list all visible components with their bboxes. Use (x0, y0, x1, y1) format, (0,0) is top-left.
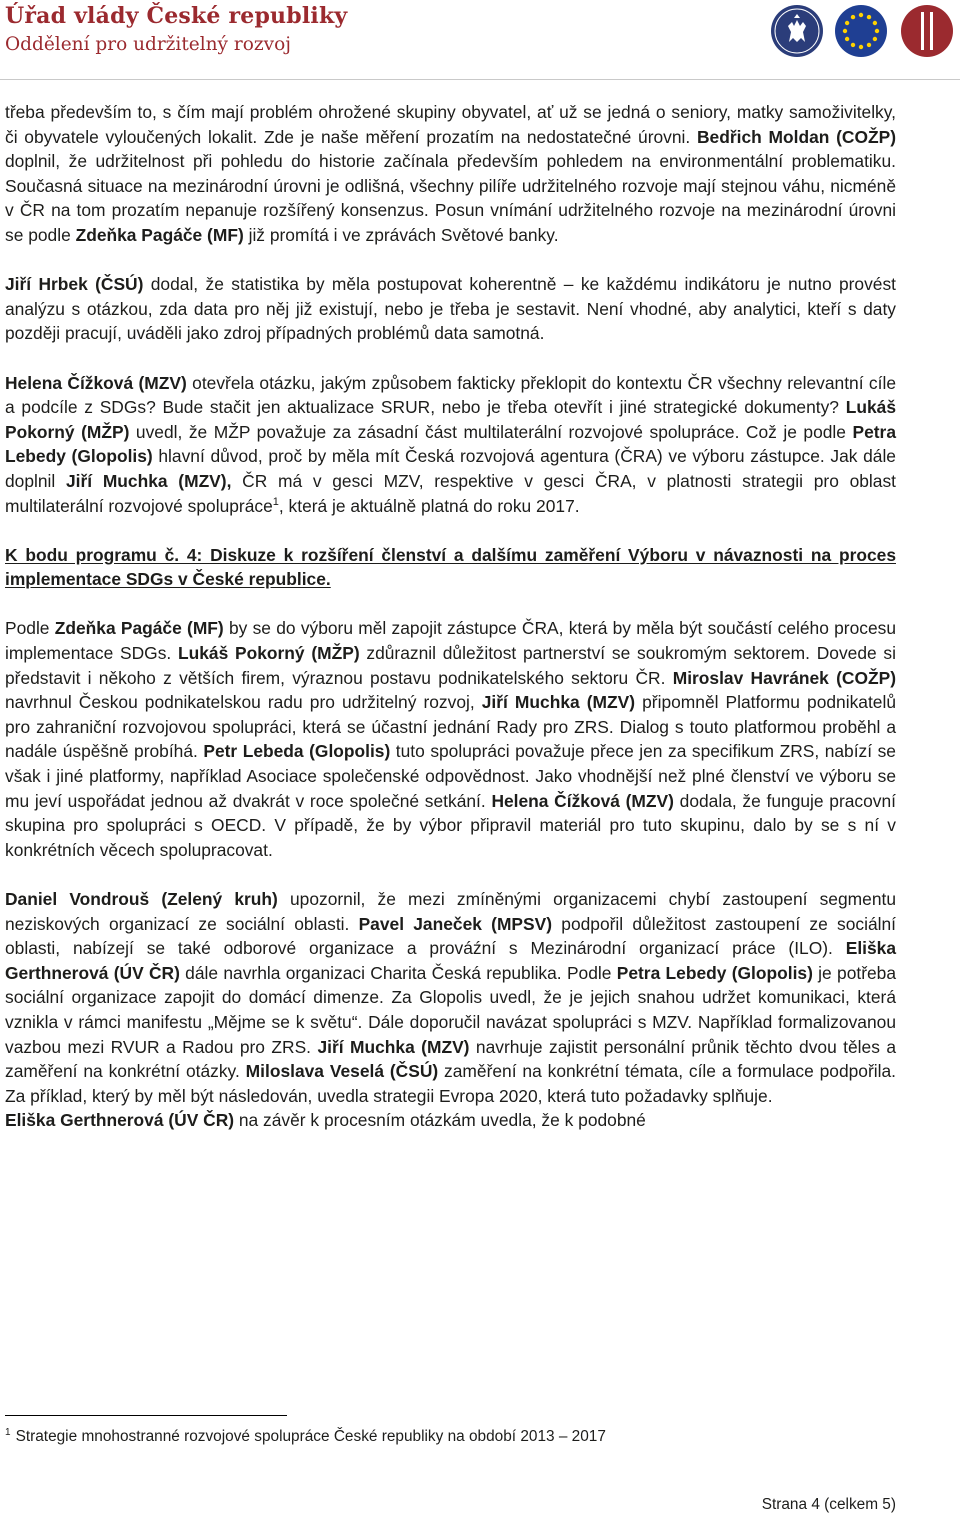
department-subtitle: Oddělení pro udržitelný rozvoj (5, 34, 291, 55)
page-header (0, 0, 960, 80)
text-run: , která je aktuálně platná do roku 2017. (278, 495, 580, 516)
text-run: by se do výboru měl zapojit zástupce ČRA, která by měla být součástí celého procesu implementace SDGs. (5, 618, 897, 664)
speaker-name: Petra Lebedy (Glopolis) (616, 962, 813, 983)
text-run: doplnil, že udržitelnost při pohledu do historie začínala především pohledem na environmentální problematiku. Současná situace na mezinárodní úrovni je odlišná, všechny pilíře udržitelného rozvoje mají stejnou váhu, nicméně v ČR na tom prozatím nepanuje rozšířený konsenzus. Posun vnímání udržitelného rozvoje na mezinárodní úrovni se podle (5, 151, 896, 245)
text-run: navrhuje zajistit personální průnik těchto dvou těles a zaměření na konkrétní otázky. (5, 1036, 897, 1082)
speaker-name: Pavel Janeček (MPSV) (358, 913, 553, 934)
office-title: Úřad vlády České republiky (5, 3, 348, 29)
text-run: zaměření na konkrétní témata, cíle a formulace podpořila. Za příklad, který by měl být následován, uvedla strategii Evropa 2020, která tuto požadavky splňuje. (5, 1061, 896, 1106)
text-run: zdůraznil důležitost partnerství se soukromým sektorem. Dovede si představit i někoho z větších firem, výraznou postavu podnikatelského sektoru ČR. (5, 643, 896, 688)
footnote-marker: 1 (5, 1427, 11, 1438)
speaker-name: Lukáš Pokorný (MŽP) (5, 397, 896, 442)
footnote-reference[interactable]: 1 (272, 495, 279, 508)
text-run: hlavní důvod, proč by měla mít Česká rozvojová agentura (ČRA) ve výboru zástupce. Jak dále doplnil (5, 446, 896, 491)
text-run: ČR má v gesci MZV, respektive v gesci ČRA, v platnosti strategii pro oblast multilaterální rozvojové spolupráce (5, 470, 896, 516)
speaker-name: Petra Lebedy (Glopolis) (5, 421, 896, 467)
paragraph-membership-discussion (5, 616, 896, 862)
agenda-item-heading: K bodu programu č. 4: Diskuze k rozšíření členství a dalšímu zaměření Výboru v návaznosti na proces implementace SDGs v České republice. (5, 544, 896, 590)
czech-lion-emblem-icon (770, 4, 824, 58)
text-run: tuto spolupráci považuje přece jen za specifikum ZRS, nabízí se však i jiné platformy, například Asociace společenské odpovědnost. Jako vhodnější než plné členství ve výboru se mu jeví uspořádat jednou až dvakrát v roce společné setkání. (5, 741, 896, 811)
text-run: navrhnul Českou podnikatelskou radu pro udržitelný rozvoj, (5, 692, 482, 713)
text-run: třeba především to, s čím mají problém ohrožené skupiny obyvatel, ať už se jedná o seniory, matky samoživitelky, či obyvatele vyloučených lokalit. Zde je naše měření prozatím na nedostatečné úrovni. (5, 102, 896, 147)
header-divider (0, 79, 960, 80)
text-run: je potřeba sociální organizace zapojit do domácí dimenze. Za Glopolis uvedl, že je jejich snahou udržet komunikaci, která vznikla v rámci manifestu „Mějme se k světu“. Dále doporučil navázat spolupráci s MZV. Například formalizovanou vazbou mezi RVUR a Radou pro ZRS. (5, 962, 896, 1057)
text-run: dodal, že statistika by měla postupovat koherentně – ke každému indikátoru je nutno provést analýzu s otázkou, zda data pro něj již existují, nebo je třeba je sestavit. Není vhodné, aby analytici, kteří s daty později pracují, uváděli jako zdroj případných problémů data samotná. (5, 274, 896, 344)
speaker-name: Jiří Muchka (MZV), (66, 470, 232, 491)
speaker-name: Eliška Gerthnerová (ÚV ČR) (5, 1110, 235, 1131)
speaker-name: Helena Čížková (MZV) (5, 372, 187, 393)
text-run: uvedl, že MŽP považuje za zásadní část multilaterální rozvojové spolupráce. Což je podle (129, 421, 853, 442)
speaker-name: Jiří Muchka (MZV) (481, 692, 636, 713)
text-run: upozornil, že mezi zmíněnými organizacemi chybí zastoupení segmentu neziskových organizací ze sociální oblasti. (5, 889, 896, 934)
footnote-separator (5, 1415, 287, 1416)
speaker-name: Miloslava Veselá (ČSÚ) (245, 1061, 439, 1082)
paragraph-gerthnerova-closing (5, 1108, 896, 1133)
paragraph-cizkova (5, 371, 896, 519)
page-number: Strana 4 (celkem 5) (761, 1496, 896, 1513)
speaker-name: Lukáš Pokorný (MŽP) (177, 643, 360, 664)
document-body (5, 100, 896, 1133)
text-run: dále navrhla organizaci Charita Česká republika. Podle (179, 962, 617, 983)
text-run: na závěr k procesním otázkám uvedla, že k podobné (234, 1110, 646, 1131)
text-run: otevřela otázku, jakým způsobem fakticky překlopit do kontextu ČR všechny relevantní cíle a podcíle z SDGs? Bude stačit jen aktualizace SRUR, nebo je třeba otevřít i jiné strategické dokumenty? (5, 372, 896, 418)
text-run: dodala, že funguje pracovní skupina pro spolupráci s OECD. V případě, že by výbor připravil materiál pro tuto skupinu, dalo by se s ní v konkrétních věcech spolupracovat. (5, 790, 896, 860)
text-run: Podle (5, 618, 55, 639)
speaker-name: Miroslav Havránek (COŽP) (672, 667, 896, 688)
paragraph-vondrous (5, 887, 896, 1108)
speaker-name: Daniel Vondrouš (Zelený kruh) (5, 889, 278, 909)
speaker-name: Zdeňka Pagáče (MF) (54, 618, 224, 639)
speaker-name: Petr Lebeda (Glopolis) (203, 741, 391, 762)
footnote-text: Strategie mnohostranné rozvojové spolupráce České republiky na období 2013 – 2017 (15, 1428, 606, 1445)
paragraph-statistics-measurement (5, 100, 896, 248)
paragraph-hrbek (5, 272, 896, 346)
speaker-name: Helena Čížková (MZV) (491, 790, 674, 811)
text-run: podpořil důležitost zastoupení ze sociální oblasti, nabízejí se také odborové organizace a prováźní s Mezinárodní organizací práce (ILO). (5, 913, 896, 959)
text-run: již promítá i ve zprávách Světové banky. (243, 224, 559, 245)
speaker-name: Bedřich Moldan (COŽP) (697, 126, 897, 147)
text-run: připomněl Platformu podnikatelů pro zahraniční rozvojovou spolupráci, která se účastní jednání Rady pro ZRS. Dialog s touto platformou proběhl a nadále úspěšně probíhá. (5, 692, 896, 762)
speaker-name: Zdeňka Pagáče (MF) (75, 224, 244, 245)
government-office-emblem-icon (900, 4, 954, 58)
speaker-name: Eliška Gerthnerová (ÚV ČR) (5, 938, 896, 983)
eu-flag-emblem-icon (834, 4, 888, 58)
speaker-name: Jiří Muchka (MZV) (317, 1036, 470, 1057)
footnote (5, 1427, 606, 1446)
speaker-name: Jiří Hrbek (ČSÚ) (5, 274, 144, 295)
